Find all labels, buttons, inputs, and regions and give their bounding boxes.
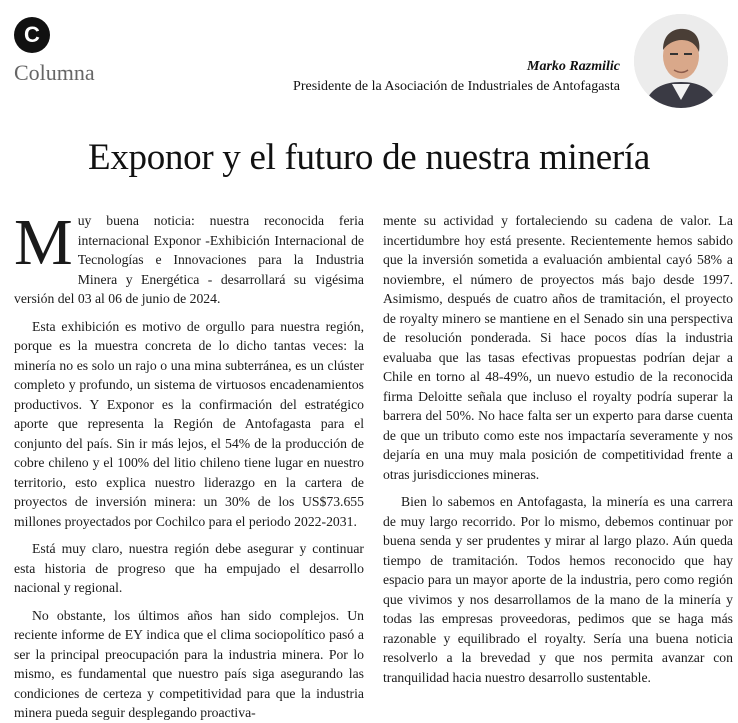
article-column-2 xyxy=(383,211,733,687)
paragraph-2: Esta exhibición es motivo de orgullo para nuestra región, porque es la muestra concreta de lo dicho tantas veces: la minería no es solo un rajo o una mina subterránea, es un clúster completo y profundo, un sistema de virtuosos encadenamientos productivos. Y Exponor es la confirmación del estratégico aporte que representa la Región de Antofagasta para el conjunto del país. Sin ir más lejos, el 54% de la producción de cobre chileno y el 100% del litio chileno tiene lugar en nuestro territorio, esto explica nuestro liderazgo en la cartera de proyectos de inversión minera: un 30% de los US$73.655 millones proyectados por Cochilco para el periodo 2022-2031. xyxy=(14,318,364,529)
paragraph-3: Está muy claro, nuestra región debe asegurar y continuar esta historia de progreso que ha empujado el desarrollo nacional y regional. xyxy=(14,541,364,595)
author-portrait-icon xyxy=(634,14,728,108)
author-name: Marko Razmilic xyxy=(527,59,620,74)
column-logo: C xyxy=(14,17,50,53)
author-title: Presidente de la Asociación de Industriales de Antofagasta xyxy=(293,79,620,94)
paragraph-6: Bien lo sabemos en Antofagasta, la minería es una carrera de muy largo recorrido. Por lo mismo, debemos continuar por buena senda y ser prudentes y mirar al largo plazo. Aún queda tiempo de tramitación. Todos hemos reconocido que hay espacio para un mayor aporte de la industria, pero como región que vivimos y nos desarrollamos de la mano de la minería y todas las empresas proveedoras, pedimos que se haga más razonable y equilibrado el royalty. Sería una buena noticia resolverlo a la brevedad y que nos permita avanzar con tranquilidad hacia nuestro desarrollo sustentable. xyxy=(383,494,733,685)
author-byline xyxy=(293,57,620,97)
author-photo xyxy=(634,14,728,108)
article-column-1 xyxy=(14,206,364,723)
section-label: Columna xyxy=(14,60,95,85)
paragraph-4: No obstante, los últimos años han sido complejos. Un reciente informe de EY indica que el clima sociopolítico pasó a ser la principal preocupación para la industria minera. Por lo mismo, es fundamental que nuestro país siga asegurando las condiciones de certeza y competitividad para que la industria minera pueda seguir desplegando proactiva- xyxy=(14,607,364,720)
paragraph-1 xyxy=(14,206,364,309)
article-headline: Exponor y el futuro de nuestra minería xyxy=(88,137,650,178)
paragraph-5: mente su actividad y fortaleciendo su cadena de valor. La incertidumbre hoy está presente. Recientemente hemos sabido que la inversión sometida a evaluación ambiental cayó 58% a noviembre, el número de proyectos más bajo desde 1997. Asimismo, después de cuatro años de tramitación, el proyecto de royalty minero se mantiene en el Senado sin una perspectiva de resolución ponderada. Si hace pocos días la industria evaluaba que las tasas efectivas propuestas podrían dejar a Chile en torno al 48-49%, un nuevo estudio de la reconocida firma Deloitte señala que incluso el royalty podría superar la barrera del 50%. No hace falta ser un experto para darse cuenta de que un tributo como este nos impactaría severamente y nos dejaría en una muy mala posición de competitividad frente a otras jurisdicciones mineras. xyxy=(383,213,733,482)
paragraph-1-text: uy buena noticia: nuestra reconocida feria internacional Exponor -Exhibición Internacional de Tecnologías e Innovaciones para la Industria Minera y Energética - desarrollará su vigésima versión del 03 al 06 de junio de 2024. xyxy=(14,213,364,306)
drop-cap: M xyxy=(14,206,73,279)
